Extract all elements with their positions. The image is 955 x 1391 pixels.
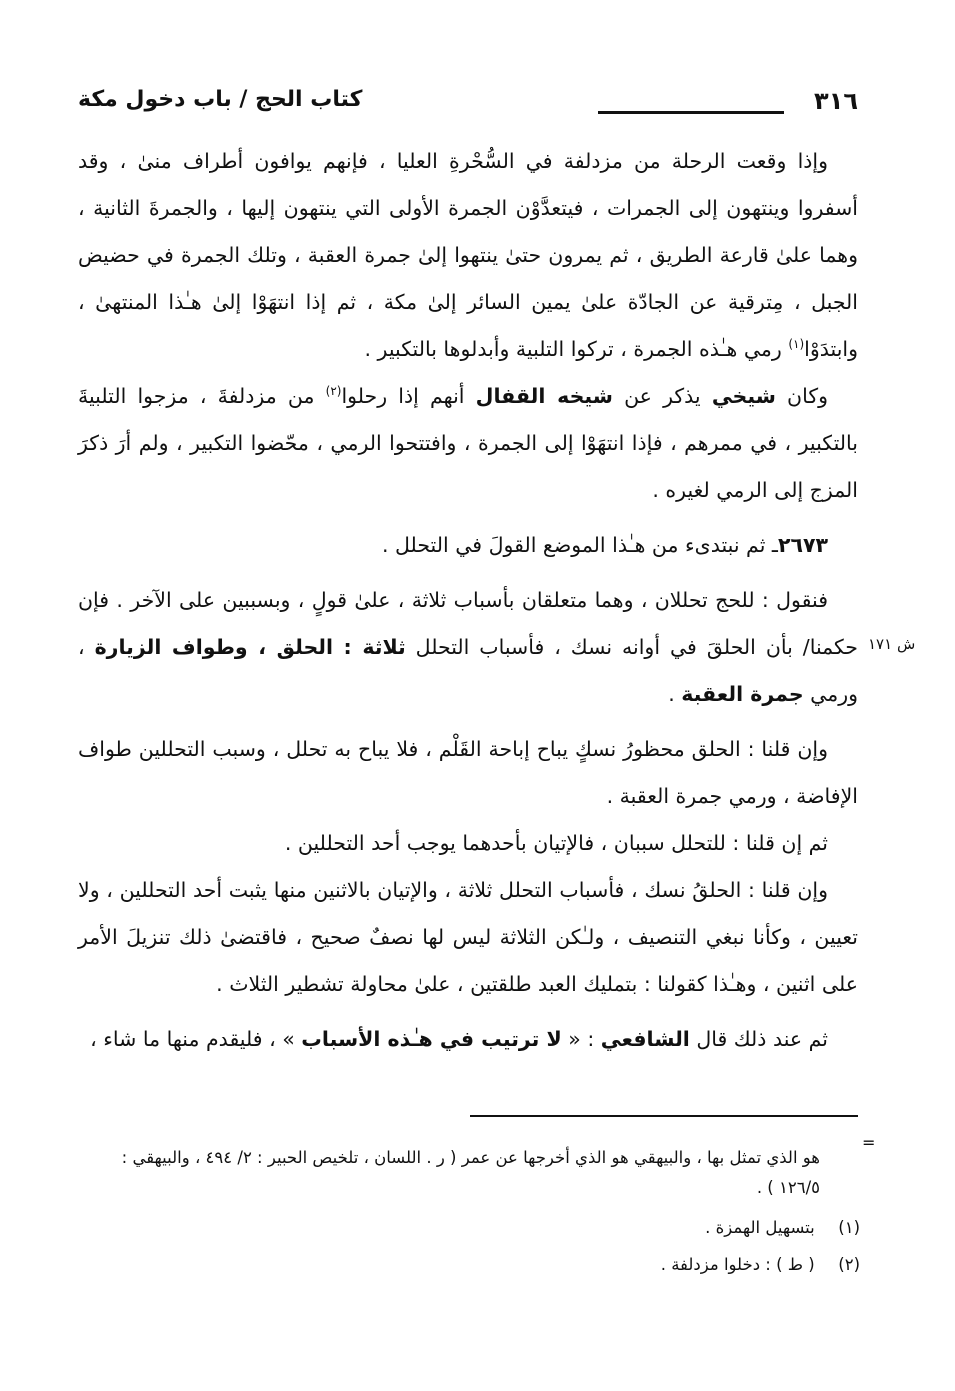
paragraph-8-bold-1: الشافعي [600,1027,690,1051]
paragraph-2-text-d: من مزدلفةَ ، مزجوا التلبيةَ بالتكبير ، في ممرهم ، فإذا انتهَوْا إلى الجمرة ، وافتتحوا الرمي ، محّضوا التكبير ، ولم أرَ ذكرَ المزج إلى الرمي لغيره . [78,384,858,502]
footnote-1 [78,1213,860,1243]
paragraph-8-text-b: : « [561,1027,601,1051]
header-rule [598,111,784,114]
footnote-ref-1: (١) [788,337,805,352]
footnote-2-text: ( ط ) : دخلوا مزدلفة . [660,1255,815,1274]
paragraph-8 [78,1016,858,1063]
section-number: ٢٦٧٣ [777,533,828,557]
paragraph-1-text-b: رمي هـٰذه الجمرة ، تركوا التلبية وأبدلوها بالتكبير . [364,337,789,361]
paragraph-1-text-a: وإذا وقعت الرحلة من مزدلفة في السُّحْرةِ العليا ، فإنهم يوافون أطراف منىٰ ، وقد أسفروا وينتهون إلى الجمرات ، فيتعدَّوْن الجمرة الأولى التي ينتهون إليها ، والجمرةَ الثانية ، وهما علىٰ قارعة الطريق ، ثم يمرون حتىٰ ينتهوا إلىٰ جمرة العقبة ، وتلك الجمرة في حضيض الجبل ، مِترقية عن الجادّة علىٰ يمين السائر إلىٰ مكة ، ثم إذا انتهَوْا إلىٰ هـٰذا المنتهىٰ ، وابتدَوْا [78,149,858,361]
paragraph-4 [78,577,858,718]
paragraph-2 [78,373,858,514]
paragraph-8-text-c: » ، فليقدم منها ما شاء ، [90,1027,302,1051]
paragraph-2-text-a: وكان [775,384,828,408]
paragraph-4-bold-2: جمرة العقبة [681,682,804,706]
footnote-ref-2: (٢) [325,384,342,399]
paragraph-4-text-c: . [668,682,682,706]
paragraph-6: ثم إن قلنا : للتحلل سببان ، فالإتيان بأحدهما يوجب أحد التحللين . [284,831,828,855]
paragraph-5: وإن قلنا : الحلق محظورُ نسكٍ يباح إباحة القَلْم ، فلا يباح به تحلل ، وسبب التحللين طواف الإفاضة ، ورمي جمرة العقبة . [78,737,858,808]
paragraph-3 [78,522,858,569]
footnote-2 [78,1250,860,1280]
running-title: كتاب الحج / باب دخول مكة [78,87,363,112]
paragraph-2-text-b: يذكر عن [612,384,712,408]
page-number: ٣١٦ [814,87,858,115]
footnote-1-text: بتسهيل الهمزة . [705,1218,815,1237]
paragraph-2-bold-2: شيخه القفال [475,384,613,408]
main-text [78,138,858,1063]
paragraph-8-bold-2: لا ترتيب في هـٰذه الأسباب [301,1027,562,1051]
paragraph-7: وإن قلنا : الحلقُ نسك ، فأسباب التحلل ثلاثة ، والإتيان بالاثنين منها يثبت أحد التحللين ، ولا تعيين ، وكأنا نبغي التنصيف ، ولـٰكن الثلاثة ليس لها نصفٌ صحيح ، فاقتضىٰ ذلك تنزيلَ الأمر على اثنين ، وهـٰذا كقولنا : بتمليك العبد طلقتين ، علىٰ محاولة تشطير الثلاث . [78,878,858,996]
paragraph-8-text-a: ثم عند ذلك قال [689,1027,828,1051]
footnote-continuation-mark: = [862,1133,876,1152]
paragraph-4-text-b: ، ورمي [78,635,858,706]
paragraph-4-text-a: فنقول : للحج تحللان ، وهما متعلقان بأسباب ثلاثة ، علىٰ قولٍ ، وبسببين على الآخر . فإن حكمنا/ بأن الحلقَ في أوانه نسك ، فأسباب التحلل [78,588,858,659]
paragraph-2-text-c: أنهم إذا رحلوا [341,384,476,408]
footnote-continuation: هو الذي تمثل بها ، والبيهقي هو الذي أخرجها عن عمر ( ر . اللسان ، تلخيص الحبير : ٢/ ٤٩٤ ، والبيهقي : ١٢٦/٥ ) . [121,1148,820,1197]
margin-manuscript-ref: ش ١٧١ [868,635,916,653]
footnotes [78,1143,860,1274]
footnote-1-label: (١) [838,1218,860,1237]
footnote-2-label: (٢) [838,1255,860,1274]
page-header [78,85,858,125]
paragraph-3-text: ـ ثم نبتدىء من هـٰذا الموضع القولَ في التحلل . [381,533,778,557]
paragraph-4-bold-1: ثلاثة : الحلق ، وطواف الزيارة [94,635,406,659]
paragraph-1 [78,138,858,373]
footnote-separator [470,1115,858,1117]
paragraph-2-bold-1: شيخي [711,384,776,408]
